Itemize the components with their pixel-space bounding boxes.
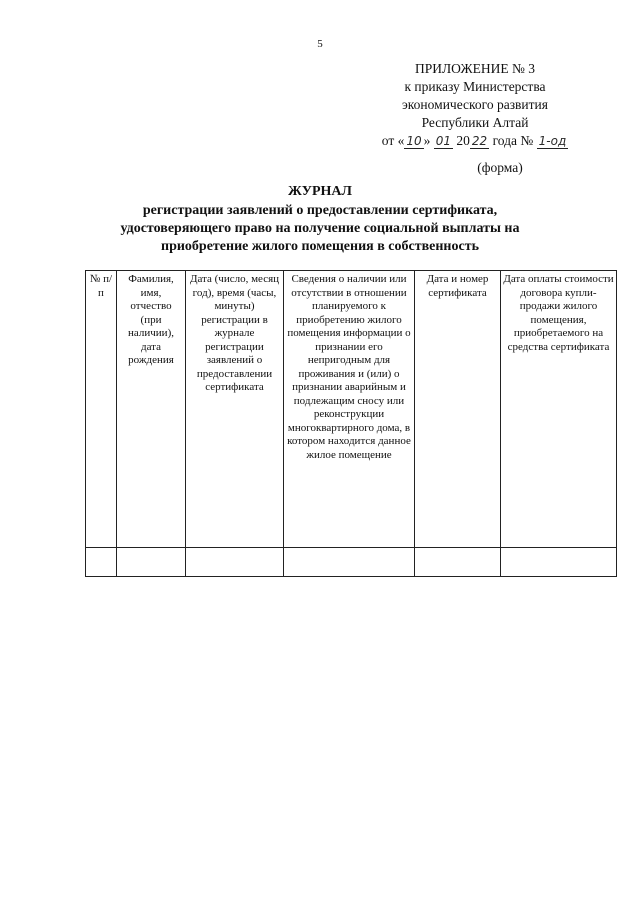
appendix-date-line (360, 132, 590, 150)
year-word: года № (492, 133, 534, 148)
table-row (86, 548, 617, 577)
journal-table (85, 270, 617, 577)
column-header-number: № п/п (86, 271, 117, 548)
appendix-line-ministry: экономического развития (402, 97, 548, 112)
column-header-registration-date: Дата (число, месяц год), время (часы, минуты) регистрации в журнале регистрации заявлений о предоставлении сертификата (186, 271, 284, 548)
column-header-name: Фамилия, имя, отчество (при наличии), дата рождения (117, 271, 186, 548)
table-cell (415, 548, 501, 577)
document-title (80, 183, 560, 256)
table-header-row (86, 271, 617, 548)
date-day: 10 (406, 134, 422, 148)
column-header-housing-info: Сведения о наличии или отсутствии в отношении планируемого к приобретению жилого помещения информации о признании его непригодным для проживания и (или) о признании аварийным и подлежащим сносу или реконструкции многоквартирного дома, в котором находится данное жилое помещение (284, 271, 415, 548)
appendix-header (360, 60, 590, 150)
table-cell (284, 548, 415, 577)
table-cell (186, 548, 284, 577)
date-month: 01 (435, 134, 452, 148)
column-header-certificate: Дата и номер сертификата (415, 271, 501, 548)
form-note: (форма) (477, 160, 523, 175)
title-line-3: приобретение жилого помещения в собственность (161, 239, 479, 254)
year-suffix: 22 (471, 134, 488, 148)
appendix-line-order: к приказу Министерства (404, 79, 546, 94)
page-number: 5 (317, 38, 323, 50)
table-cell (117, 548, 186, 577)
year-prefix: 20 (456, 133, 470, 148)
table-cell (501, 548, 617, 577)
title-line-1: регистрации заявлений о предоставлении сертификата, (142, 203, 498, 218)
column-header-payment-date: Дата оплаты стоимости договора купли-продажи жилого помещения, приобретаемого на средства сертификата (501, 271, 617, 548)
order-number: 1-од (538, 134, 567, 148)
date-prefix: от « (381, 133, 405, 148)
title-line-2: удостоверяющего право на получение социальной выплаты на (120, 221, 520, 236)
date-mid: » (423, 133, 431, 148)
appendix-line-region: Республики Алтай (421, 115, 529, 130)
title-main: ЖУРНАЛ (288, 184, 352, 199)
table-cell (86, 548, 117, 577)
appendix-title: ПРИЛОЖЕНИЕ № 3 (414, 61, 536, 76)
